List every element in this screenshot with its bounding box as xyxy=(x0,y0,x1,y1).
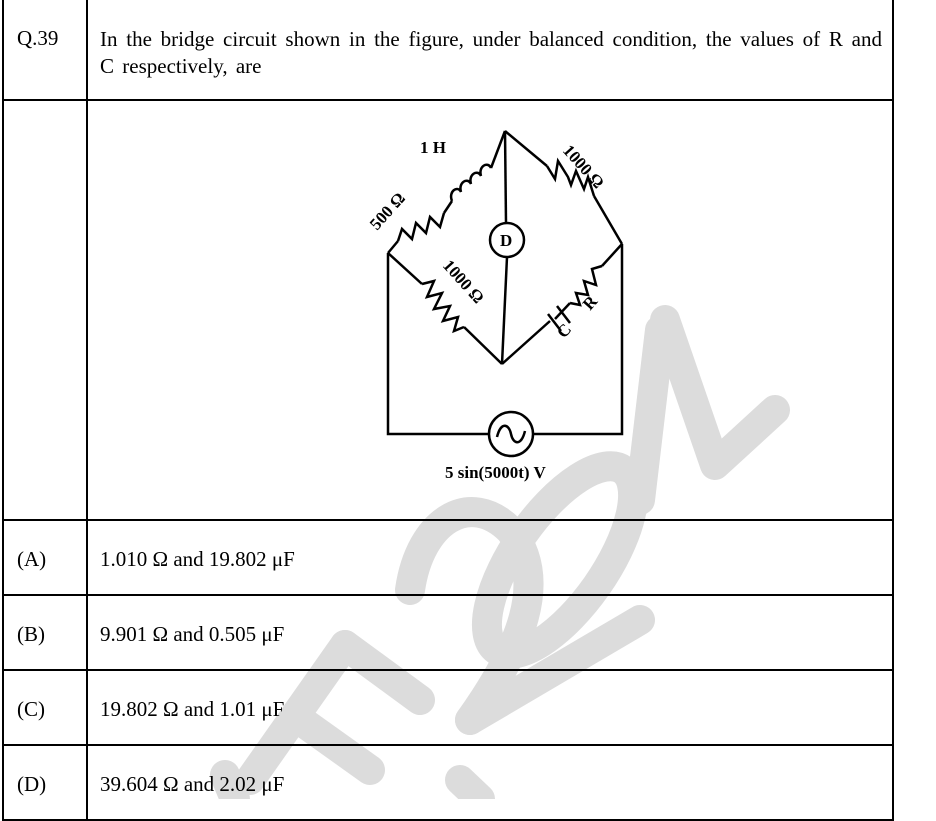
option-c-cell[interactable] xyxy=(87,670,893,745)
option-b-label-cell xyxy=(3,595,87,670)
option-d-text: 39.604 Ω and 2.02 μF xyxy=(100,772,285,796)
option-a-label: (A) xyxy=(17,547,47,571)
bridge-circuit-diagram xyxy=(88,101,894,519)
question-text-cell xyxy=(87,0,893,100)
option-a-cell[interactable] xyxy=(87,520,893,595)
question-number: Q.39 xyxy=(17,26,59,50)
figure-number-cell xyxy=(3,100,87,520)
resistor-1000-bottom-label: 1000 Ω xyxy=(439,255,488,308)
question-text: In the bridge circuit shown in the figure, under balanced condition, the values of R and C respectively, are xyxy=(100,27,882,78)
inductor-label: 1 H xyxy=(420,138,446,157)
wire-left-top xyxy=(388,241,398,253)
question-number-cell xyxy=(3,0,87,100)
question-table xyxy=(2,0,894,821)
option-c-label-cell xyxy=(3,670,87,745)
capacitor-label: C xyxy=(552,319,576,342)
source-label: 5 sin(5000t) V xyxy=(445,463,546,482)
option-b-label: (B) xyxy=(17,622,45,646)
detector-label: D xyxy=(500,231,513,250)
resistor-500-icon xyxy=(398,213,444,241)
resistor-1000-top-label: 1000 Ω xyxy=(559,140,608,193)
option-d-label: (D) xyxy=(17,772,47,796)
resistor-r-label: R xyxy=(578,291,602,314)
option-b-text: 9.901 Ω and 0.505 μF xyxy=(100,622,285,646)
option-c-text: 19.802 Ω and 1.01 μF xyxy=(100,697,285,721)
option-d-label-cell xyxy=(3,745,87,820)
figure-cell xyxy=(87,100,893,520)
resistor-500-label: 500 Ω xyxy=(365,188,409,234)
option-c-label: (C) xyxy=(17,697,45,721)
inductor-icon xyxy=(451,165,491,201)
option-a-label-cell xyxy=(3,520,87,595)
option-a-text: 1.010 Ω and 19.802 μF xyxy=(100,547,295,571)
option-d-cell[interactable] xyxy=(87,745,893,820)
option-b-cell[interactable] xyxy=(87,595,893,670)
